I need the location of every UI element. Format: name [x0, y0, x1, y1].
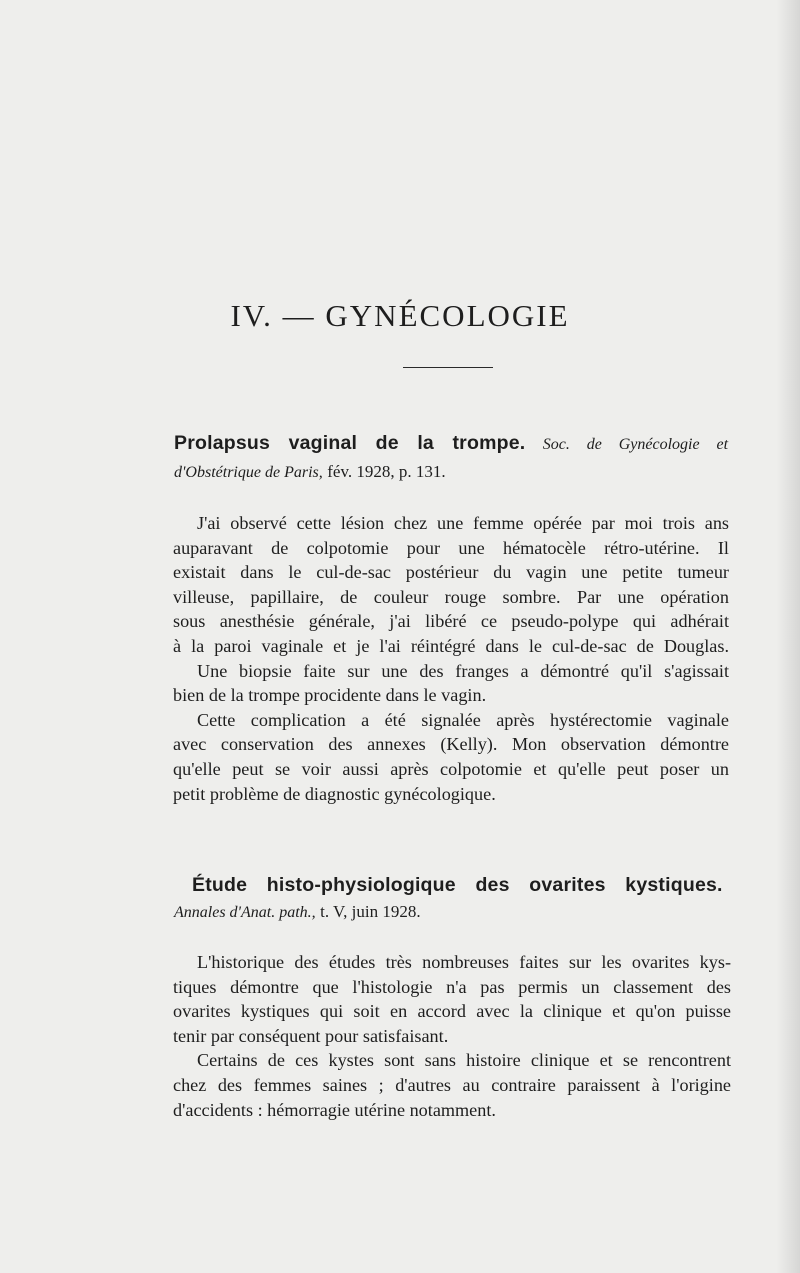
paragraph-line: ovarites kystiques qui soit en accord avec la clinique et qu'on puisse [173, 1001, 731, 1022]
paragraph-line: existait dans le cul-de-sac postérieur du vagin une petite tumeur [173, 562, 729, 583]
section-2-journal: Annales d'Anat. path., [174, 904, 316, 921]
paragraph-line: qu'elle peut se voir aussi après colpotomie et qu'elle peut poser un [173, 758, 729, 779]
paragraph-line: petit problème de diagnostic gynécologique. [173, 783, 496, 804]
paragraph-line: auparavant de colpotomie pour une hématocèle rétro-utérine. Il [173, 537, 729, 558]
section-2-heading-line-2 [174, 898, 739, 926]
paragraph-line: avec conservation des annexes (Kelly). Mon observation démontre [173, 734, 729, 755]
section-1-heading-line-2 [174, 458, 728, 486]
section-1-heading-line-1 [174, 430, 728, 458]
page-edge-shadow [776, 0, 800, 1273]
chapter-title: IV. — GYNÉCOLOGIE [230, 298, 570, 333]
paragraph-line: Certains de ces kystes sont sans histoire clinique et se rencontrent [197, 1050, 731, 1071]
paragraph-line: Cette complication a été signalée après hystérectomie vaginale [197, 709, 729, 730]
paragraph-line: Une biopsie faite sur une des franges a démontré qu'il s'agissait [197, 660, 729, 681]
section-2-date: t. V, juin 1928. [320, 902, 421, 921]
section-1-date: fév. 1928, p. 131. [327, 462, 446, 481]
title-divider [403, 367, 493, 368]
paragraph-line: chez des femmes saines ; d'autres au contraire paraissent à l'origine [173, 1074, 731, 1095]
section-1-body [173, 511, 729, 806]
paragraph-line: tenir par conséquent pour satisfaisant. [173, 1025, 449, 1046]
section-2-heading-line-1 [174, 872, 739, 898]
section-1-title: Prolapsus vaginal de la trompe. [174, 432, 526, 454]
section-1-heading [174, 430, 728, 486]
section-2-heading [174, 872, 739, 926]
section-2-title: Étude histo-physiologique des ovarites kystiques. [192, 874, 723, 896]
paragraph-line: sous anesthésie générale, j'ai libéré ce pseudo-polype qui adhérait [173, 611, 729, 632]
section-1-journal-place: d'Obstétrique de Paris, [174, 464, 323, 481]
paragraph-line: J'ai observé cette lésion chez une femme opérée par moi trois ans [197, 513, 729, 533]
paragraph-line: d'accidents : hémorragie utérine notamment. [173, 1099, 496, 1120]
paragraph-line: villeuse, papillaire, de couleur rouge sombre. Par une opération [173, 586, 729, 607]
paragraph-line: L'historique des études très nombreuses faites sur les ovarites kys- [197, 952, 731, 972]
section-1-journal: Soc. de Gynécologie et [542, 436, 729, 453]
section-2-body [173, 950, 731, 1122]
paragraph-line: bien de la trompe procidente dans le vagin. [173, 685, 487, 706]
paragraph-line: tiques démontre que l'histologie n'a pas permis un classement des [173, 976, 731, 997]
paragraph-line: à la paroi vaginale et je l'ai réintégré dans le cul-de-sac de Douglas. [173, 635, 729, 656]
